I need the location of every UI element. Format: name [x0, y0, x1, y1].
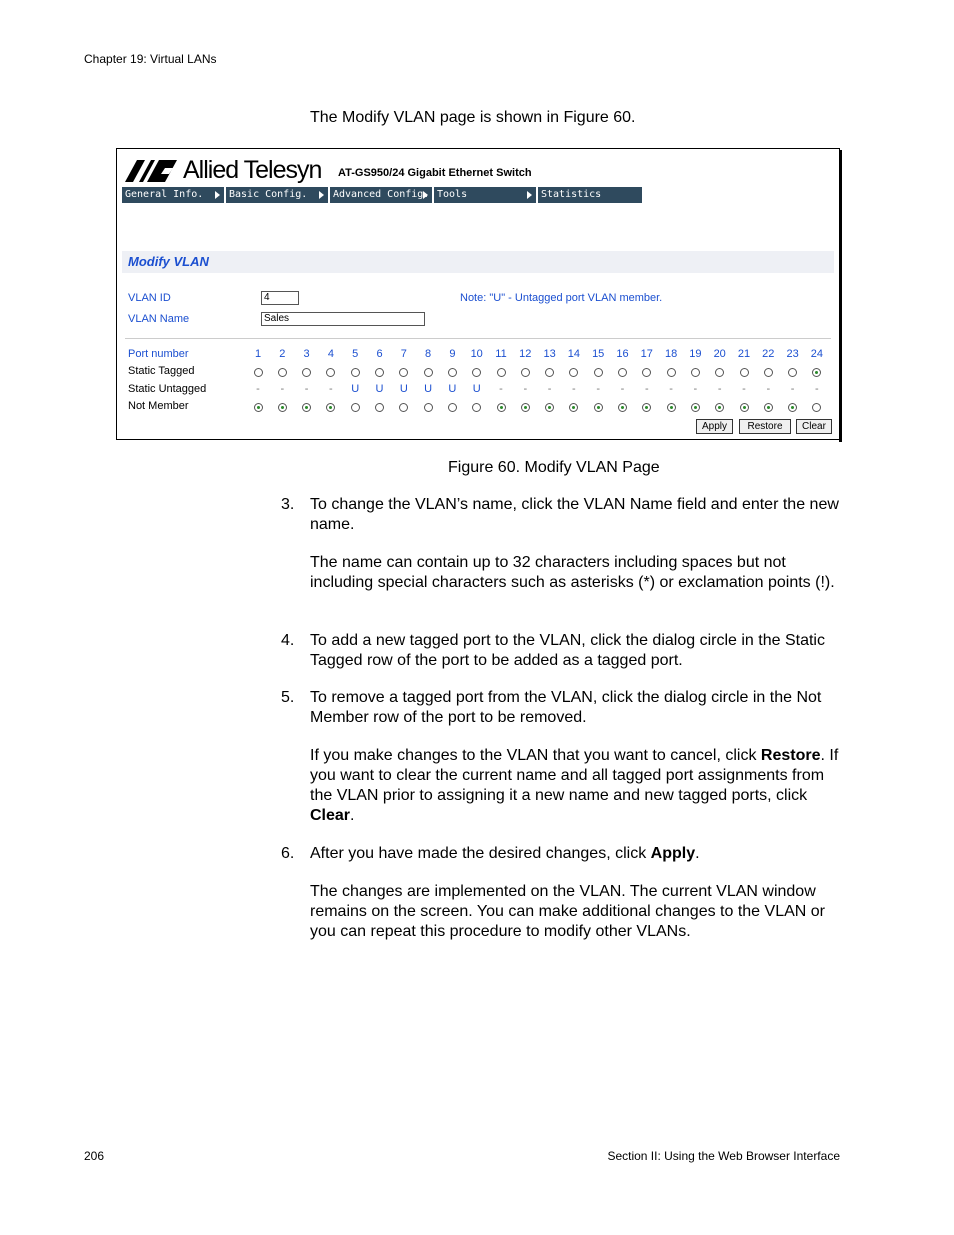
static-tagged-radio[interactable] [594, 368, 603, 377]
not-member-radio[interactable] [667, 403, 676, 412]
static-untagged-mark: - [790, 383, 795, 395]
port-number: 12 [519, 348, 532, 360]
static-tagged-radio[interactable] [278, 368, 287, 377]
static-tagged-radio[interactable] [472, 368, 481, 377]
restore-term: Restore [760, 747, 821, 764]
port-number: 4 [327, 348, 334, 360]
step-number: 4. [281, 632, 295, 649]
not-member-radio[interactable] [326, 403, 335, 412]
section-footer: Section II: Using the Web Browser Interface [607, 1149, 840, 1163]
allied-telesyn-logo-icon [125, 160, 177, 182]
page-number: 206 [84, 1149, 105, 1163]
static-tagged-radio[interactable] [351, 368, 360, 377]
port-number: 16 [616, 348, 629, 360]
not-member-radio[interactable] [764, 403, 773, 412]
not-member-radio[interactable] [569, 403, 578, 412]
not-member-radio[interactable] [497, 403, 506, 412]
port-number: 1 [254, 348, 262, 360]
not-member-radio[interactable] [448, 403, 457, 412]
restore-button[interactable]: Restore [739, 419, 791, 434]
not-member-radio[interactable] [375, 403, 384, 412]
arrow-right-icon [319, 191, 324, 199]
step-6 [281, 844, 841, 864]
step-4 [281, 631, 841, 671]
static-untagged-mark: - [280, 383, 285, 395]
static-untagged-mark: - [620, 383, 625, 395]
static-tagged-radio[interactable] [618, 368, 627, 377]
static-tagged-radio[interactable] [424, 368, 433, 377]
step-number: 5. [281, 689, 295, 706]
port-number: 23 [786, 348, 799, 360]
static-untagged-mark: - [596, 383, 601, 395]
apply-button[interactable]: Apply [696, 419, 733, 434]
port-number: 8 [425, 348, 432, 360]
untagged-note: Note: "U" - Untagged port VLAN member. [460, 292, 663, 304]
running-header: Chapter 19: Virtual LANs [84, 52, 217, 66]
not-member-radio[interactable] [472, 403, 481, 412]
figure-screenshot [116, 148, 840, 440]
not-member-radio[interactable] [424, 403, 433, 412]
static-untagged-mark: - [766, 383, 771, 395]
not-member-radio[interactable] [254, 403, 263, 412]
not-member-radio[interactable] [618, 403, 627, 412]
static-tagged-radio[interactable] [569, 368, 578, 377]
port-number: 2 [279, 348, 286, 360]
static-untagged-mark: - [815, 383, 819, 395]
static-untagged-mark: - [644, 383, 649, 395]
static-untagged-mark: - [256, 383, 260, 395]
arrow-right-icon [423, 191, 428, 199]
port-number: 20 [713, 348, 726, 360]
static-tagged-radio[interactable] [691, 368, 700, 377]
static-untagged-mark: - [693, 383, 698, 395]
static-untagged-mark: U [472, 383, 481, 395]
step-text: To remove a tagged port from the VLAN, click the dialog circle in the Not Member row of the port to be removed. [310, 689, 822, 726]
static-tagged-radio[interactable] [740, 368, 749, 377]
port-number: 19 [689, 348, 702, 360]
not-member-radio[interactable] [399, 403, 408, 412]
logo-text: Allied Telesyn [183, 156, 322, 184]
static-tagged-radio[interactable] [812, 368, 821, 377]
divider [125, 338, 831, 339]
static-untagged-mark: - [717, 383, 722, 395]
port-number: 15 [592, 348, 605, 360]
port-number-label: Port number [128, 348, 189, 360]
port-number: 13 [543, 348, 556, 360]
port-number: 24 [810, 348, 824, 360]
nav-advanced-config[interactable]: Advanced Config. [330, 187, 432, 203]
vlan-name-label: VLAN Name [128, 313, 190, 325]
product-name: AT-GS950/24 Gigabit Ethernet Switch [338, 167, 532, 179]
step-text: After you have made the desired changes, click Apply. [310, 845, 700, 862]
nav-bar [122, 187, 644, 203]
port-number: 21 [737, 348, 751, 360]
step-number: 6. [281, 845, 295, 862]
port-number: 14 [567, 348, 581, 360]
port-number: 9 [449, 348, 456, 360]
arrow-right-icon [527, 191, 532, 199]
static-tagged-radio[interactable] [788, 368, 797, 377]
arrow-right-icon [215, 191, 220, 199]
static-untagged-mark: - [572, 383, 576, 395]
static-untagged-mark: U [399, 383, 408, 395]
not-member-radio[interactable] [545, 403, 554, 412]
static-untagged-mark: U [424, 383, 433, 395]
not-member-radio[interactable] [715, 403, 724, 412]
not-member-radio[interactable] [351, 403, 360, 412]
static-untagged-mark: U [448, 383, 457, 395]
not-member-radio[interactable] [521, 403, 530, 412]
step-5 [281, 688, 841, 728]
port-number: 11 [495, 348, 507, 360]
not-member-label: Not Member [128, 400, 189, 412]
step-text: To add a new tagged port to the VLAN, click the dialog circle in the Static Tagged row of the port to be added as a tagged port. [310, 632, 825, 669]
vlan-id-label: VLAN ID [128, 292, 171, 304]
static-untagged-mark: U [351, 383, 360, 395]
static-tagged-radio[interactable] [399, 368, 408, 377]
port-number: 17 [640, 348, 653, 360]
static-tagged-radio[interactable] [715, 368, 724, 377]
port-number: 22 [762, 348, 775, 360]
clear-button[interactable]: Clear [796, 419, 832, 434]
static-untagged-mark: - [547, 383, 552, 395]
step-text: To change the VLAN’s name, click the VLAN Name field and enter the new name. [310, 496, 839, 533]
port-number: 18 [664, 348, 678, 360]
static-tagged-radio[interactable] [545, 368, 554, 377]
static-untagged-mark: - [742, 383, 746, 395]
vlan-id-field[interactable]: 4 [261, 291, 299, 305]
not-member-radio[interactable] [642, 403, 651, 412]
step-5-detail: If you make changes to the VLAN that you want to cancel, click Restore. If you want to clear the current name and all tagged port assignments from the VLAN prior to assigning it a new name and new tagged ports, click Clear. [310, 747, 839, 824]
static-tagged-radio[interactable] [326, 368, 335, 377]
not-member-radio[interactable] [788, 403, 797, 412]
port-number: 6 [376, 348, 383, 360]
static-tagged-radio[interactable] [497, 368, 506, 377]
nav-general-info[interactable]: General Info. [122, 187, 224, 203]
static-tagged-radio[interactable] [254, 368, 263, 377]
apply-term: Apply [650, 845, 696, 862]
step-3-detail: The name can contain up to 32 characters including spaces but not including special characters such as asterisks (*) or exclamation points (!). [310, 554, 835, 591]
step-number: 3. [281, 496, 295, 513]
not-member-radio[interactable] [302, 403, 311, 412]
static-untagged-label: Static Untagged [128, 383, 207, 395]
port-number: 5 [352, 348, 359, 360]
static-tagged-radio[interactable] [667, 368, 676, 377]
static-tagged-radio[interactable] [375, 368, 384, 377]
port-number: 7 [400, 348, 407, 360]
not-member-radio[interactable] [278, 403, 287, 412]
port-number: 10 [470, 348, 483, 360]
static-untagged-mark: U [375, 383, 384, 395]
nav-statistics[interactable]: Statistics [538, 187, 642, 203]
vlan-name-field[interactable]: Sales [261, 312, 425, 326]
static-tagged-radio[interactable] [521, 368, 530, 377]
static-tagged-label: Static Tagged [128, 365, 195, 377]
static-tagged-radio[interactable] [764, 368, 773, 377]
intro-text: The Modify VLAN page is shown in Figure 60. [310, 109, 636, 126]
step-3 [281, 495, 841, 535]
nav-basic-config[interactable]: Basic Config. [226, 187, 328, 203]
not-member-radio[interactable] [740, 403, 749, 412]
static-untagged-mark: - [304, 383, 309, 395]
port-number: 3 [303, 348, 310, 360]
figure-caption: Figure 60. Modify VLAN Page [448, 459, 660, 476]
static-untagged-mark: - [329, 383, 333, 395]
step-6-detail: The changes are implemented on the VLAN. The current VLAN window remains on the screen. You can make additional changes to the VLAN or you can repeat this procedure to modify other VLANs. [310, 883, 825, 940]
static-tagged-radio[interactable] [642, 368, 651, 377]
nav-tools[interactable]: Tools [434, 187, 536, 203]
static-tagged-radio[interactable] [448, 368, 457, 377]
page-title: Modify VLAN [122, 251, 834, 273]
not-member-radio[interactable] [594, 403, 603, 412]
not-member-radio[interactable] [812, 403, 821, 412]
not-member-radio[interactable] [691, 403, 700, 412]
static-tagged-radio[interactable] [302, 368, 311, 377]
static-untagged-mark: - [499, 383, 503, 395]
clear-term: Clear [310, 807, 351, 824]
static-untagged-mark: - [523, 383, 528, 395]
static-untagged-mark: - [669, 383, 673, 395]
logo [125, 156, 321, 185]
